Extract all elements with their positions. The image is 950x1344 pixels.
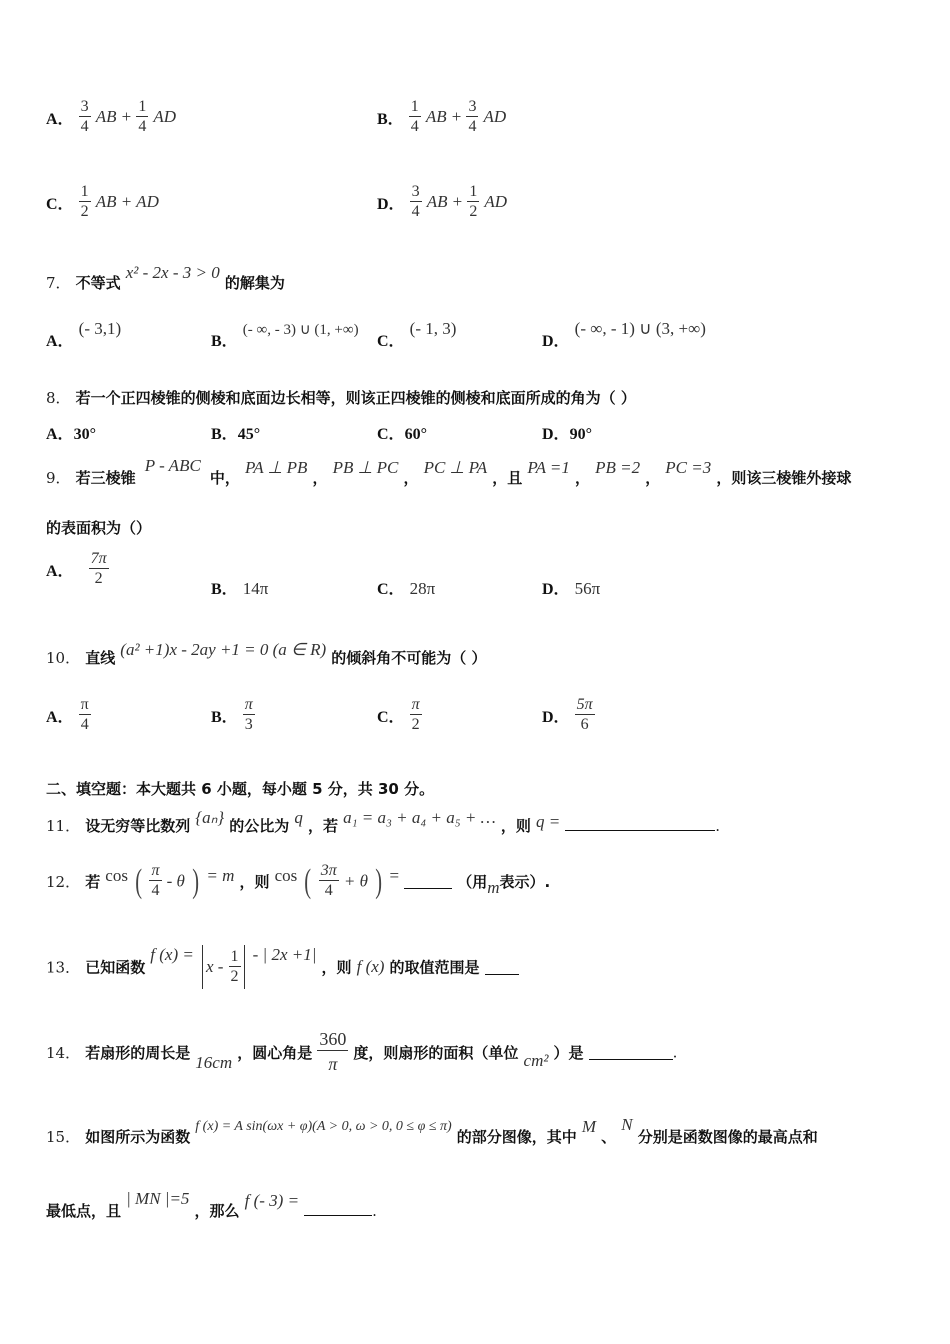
fraction: $\frac{1}{2}$ <box>230 947 239 985</box>
question-text: 如图所示为函数 <box>85 1128 191 1146</box>
answer-blank[interactable] <box>485 960 519 975</box>
question-text: ，那么 <box>194 1202 240 1220</box>
unit: cm² <box>523 1050 549 1070</box>
value-3: PC =3 <box>665 458 712 477</box>
option-label: C． <box>377 581 405 598</box>
fraction: $\frac{\pi}{3}$ <box>244 696 253 733</box>
q6-option-b[interactable] <box>377 98 506 137</box>
q7-option-b[interactable] <box>211 322 359 351</box>
option-label: D． <box>542 709 570 726</box>
question-8 <box>46 387 636 408</box>
vector-ad: AD <box>483 107 507 126</box>
point-m: M <box>581 1117 597 1136</box>
question-text: 分别是函数图像的最高点和 <box>637 1128 818 1146</box>
q6-option-d[interactable] <box>377 183 507 222</box>
option-value: 90° <box>569 426 592 443</box>
condition-2: PB ⊥ PC <box>332 458 399 477</box>
fraction: $\frac{1}{2}$ <box>80 183 89 220</box>
function-name: f (x) <box>356 957 385 976</box>
perimeter-value: 16cm <box>195 1052 233 1072</box>
math-expression: x² - 2x - 3 > 0 <box>125 263 220 282</box>
question-text: ）是 <box>553 1044 584 1062</box>
value-1: PA =1 <box>527 458 570 477</box>
right-paren: ) <box>192 862 200 900</box>
left-paren: ( <box>135 862 143 900</box>
abs-bar <box>244 945 245 989</box>
option-value: 14π <box>242 579 269 598</box>
left-paren: ( <box>304 862 312 900</box>
cos-function: cos <box>274 865 298 885</box>
option-value: 28π <box>409 579 436 598</box>
option-label: D． <box>377 196 405 213</box>
question-14 <box>46 1028 677 1077</box>
question-text: ，则 <box>500 817 531 835</box>
option-label: C． <box>377 709 405 726</box>
option-value: (- ∞, - 3) ∪ (1, +∞) <box>242 322 359 338</box>
option-label: B． <box>211 581 238 598</box>
abs-term: - | 2x +1| <box>252 945 317 964</box>
fraction: $\frac{\pi}{4}$ <box>80 696 89 733</box>
fraction: $\frac{3}{4}$ <box>80 98 89 135</box>
q9-option-d[interactable] <box>542 576 600 599</box>
question-number: 13． <box>46 958 81 977</box>
answer-blank[interactable] <box>565 816 715 831</box>
fraction: $\frac{\pi}{4}$ <box>151 862 160 899</box>
sequence: {aₙ} <box>195 808 225 827</box>
period: . <box>372 1202 377 1220</box>
comma: ， <box>403 469 419 487</box>
q8-option-c[interactable] <box>377 421 427 444</box>
question-text: ，圆心角是 <box>237 1044 313 1062</box>
question-text: 的取值范围是 <box>389 958 480 977</box>
question-13 <box>46 945 519 989</box>
abs-bar <box>202 945 203 989</box>
question-text: 的公比为 <box>229 817 290 835</box>
function-value: f (- 3) = <box>244 1191 300 1210</box>
fraction: $\frac{3}{4}$ <box>468 98 477 135</box>
vector-ad: AD <box>153 107 177 126</box>
option-label: B． <box>211 709 238 726</box>
angle-term: + θ <box>343 871 368 891</box>
question-15-line-2 <box>46 1189 377 1221</box>
plus-sign: + <box>451 107 462 126</box>
value-2: PB =2 <box>595 458 641 477</box>
question-text: 直线 <box>85 649 116 667</box>
question-text: 若扇形的周长是 <box>85 1044 191 1062</box>
q10-option-d[interactable] <box>542 696 595 735</box>
equals-m: = m <box>206 865 235 885</box>
option-label: D． <box>542 426 570 443</box>
question-10 <box>46 640 487 668</box>
option-label: A． <box>46 111 74 128</box>
option-value: 56π <box>574 579 601 598</box>
abs-term: x - <box>205 957 224 976</box>
question-number: 12． <box>46 873 81 891</box>
distance-mn: | MN |=5 <box>126 1189 190 1208</box>
fraction: $\frac{7\pi}{2}$ <box>90 550 107 587</box>
question-number: 14． <box>46 1044 81 1062</box>
option-label: A． <box>46 563 74 580</box>
question-number: 11． <box>46 817 81 835</box>
question-7 <box>46 263 285 293</box>
question-text: 若 <box>85 873 101 891</box>
section-heading: 二、填空题：本大题共 6 小题，每小题 5 分，共 30 分。 <box>46 780 435 798</box>
vector-ab: AB <box>426 192 448 211</box>
question-text: 若一个正四棱锥的侧棱和底面边长相等，则该正四棱锥的侧棱和底面所成的角为（ ） <box>75 389 636 407</box>
question-text: 最低点，且 <box>46 1202 122 1220</box>
sequence-equation: a₁ = a₃ + a₄ + a₅ + … <box>343 808 496 827</box>
q10-option-b[interactable] <box>211 696 255 735</box>
option-label: A． <box>46 333 74 350</box>
option-value: 60° <box>404 426 427 443</box>
option-label: D． <box>542 581 570 598</box>
answer-blank[interactable] <box>404 874 452 889</box>
question-12 <box>46 862 550 901</box>
function-def: f (x) = <box>150 945 194 964</box>
question-number: 8． <box>46 389 71 407</box>
fraction: $\frac{5\pi}{6}$ <box>576 696 593 733</box>
point-n: N <box>621 1115 633 1134</box>
q7-option-a[interactable] <box>46 319 122 351</box>
vector-ab: AB <box>425 107 447 126</box>
question-text: 度，则扇形的面积（单位 <box>353 1044 519 1062</box>
answer-blank[interactable] <box>589 1045 673 1060</box>
fraction: $\frac{3}{4}$ <box>411 183 420 220</box>
comma: ， <box>574 469 590 487</box>
plus-sign: + <box>452 192 463 211</box>
vector-ad: AD <box>484 192 508 211</box>
q7-option-d[interactable] <box>542 319 706 351</box>
q10-option-c[interactable] <box>377 696 422 735</box>
equals-sign: = <box>389 865 400 885</box>
option-label: D． <box>542 333 570 350</box>
question-text: 若三棱锥 <box>75 469 136 487</box>
q6-option-a[interactable] <box>46 98 176 137</box>
line-equation: (a² +1)x - 2ay +1 = 0 (a ∈ R) <box>120 640 327 659</box>
question-text: 表示）. <box>499 873 551 891</box>
comma: ， <box>312 469 328 487</box>
question-text: 已知函数 <box>85 958 146 977</box>
option-label: A． <box>46 709 74 726</box>
q9-option-a[interactable] <box>46 550 109 589</box>
angle-term: - θ <box>166 871 185 891</box>
period: . <box>715 817 721 835</box>
fraction: $\frac{360}{\pi}$ <box>317 1028 348 1077</box>
question-text: 的部分图像，其中 <box>456 1128 577 1146</box>
variable-m: m <box>487 877 500 897</box>
fraction: $\frac{1}{4}$ <box>410 98 419 135</box>
question-9-line-2: 的表面积为（） <box>46 519 152 537</box>
option-value: (- 3,1) <box>78 319 122 338</box>
question-text: ，若 <box>307 817 338 835</box>
question-15 <box>46 1115 818 1147</box>
question-number: 9． <box>46 469 71 487</box>
plus-sign: + <box>121 107 132 126</box>
q9-option-b[interactable] <box>211 576 268 599</box>
q10-option-a[interactable] <box>46 696 91 735</box>
option-label: C． <box>46 196 74 213</box>
question-text: 设无穷等比数列 <box>85 817 191 835</box>
option-value: (- 1, 3) <box>409 319 457 338</box>
cos-function: cos <box>105 865 128 885</box>
question-text: 的解集为 <box>224 274 285 292</box>
fraction: $\frac{\pi}{2}$ <box>411 696 420 733</box>
q6-option-c[interactable] <box>46 183 159 222</box>
option-value: 30° <box>73 426 96 443</box>
pyramid-name: P - ABC <box>144 456 201 475</box>
option-label: B． <box>211 333 238 350</box>
question-text: 的倾斜角不可能为（ ） <box>331 649 487 667</box>
vector-sum: AB + AD <box>95 192 159 211</box>
question-number: 15． <box>46 1128 81 1146</box>
q8-option-d[interactable] <box>542 421 592 444</box>
q8-option-a[interactable] <box>46 421 96 444</box>
option-value: (- ∞, - 1) ∪ (3, +∞) <box>574 319 706 338</box>
vector-ab: AB <box>95 107 117 126</box>
condition-3: PC ⊥ PA <box>423 458 488 477</box>
fraction: $\frac{3\pi}{4}$ <box>320 862 337 899</box>
question-text: ，则该三棱锥外接球 <box>716 469 852 487</box>
question-text: ，则 <box>239 873 270 891</box>
condition-1: PA ⊥ PB <box>245 458 308 477</box>
option-label: A． <box>46 426 74 443</box>
question-text: ，则 <box>321 958 352 977</box>
q7-option-c[interactable] <box>377 319 457 351</box>
question-text: 中， <box>209 469 240 487</box>
question-number: 7． <box>46 274 71 292</box>
question-text: ，且 <box>492 469 523 487</box>
period: . <box>672 1043 678 1062</box>
question-number: 10． <box>46 649 81 667</box>
answer-expression: q = <box>535 812 561 831</box>
option-value: 45° <box>237 426 261 443</box>
q9-option-c[interactable] <box>377 576 435 599</box>
right-paren: ) <box>375 862 383 900</box>
question-9 <box>46 456 852 488</box>
question-text: 不等式 <box>75 274 121 292</box>
question-11 <box>46 808 721 836</box>
function-expression: f (x) = A sin(ωx + φ)(A > 0, ω > 0, 0 ≤ φ ≤ π) <box>195 1119 452 1134</box>
option-label: C． <box>377 426 405 443</box>
answer-blank[interactable] <box>304 1201 372 1216</box>
fraction: $\frac{1}{4}$ <box>138 98 147 135</box>
comma: ， <box>645 469 661 487</box>
ratio-variable: q <box>294 808 303 827</box>
fraction: $\frac{1}{2}$ <box>469 183 478 220</box>
q8-option-b[interactable] <box>211 421 260 444</box>
option-label: C． <box>377 333 405 350</box>
option-label: B． <box>377 111 404 128</box>
question-text: （用 <box>457 873 488 891</box>
option-label: B． <box>211 426 238 443</box>
separator: 、 <box>601 1128 617 1146</box>
